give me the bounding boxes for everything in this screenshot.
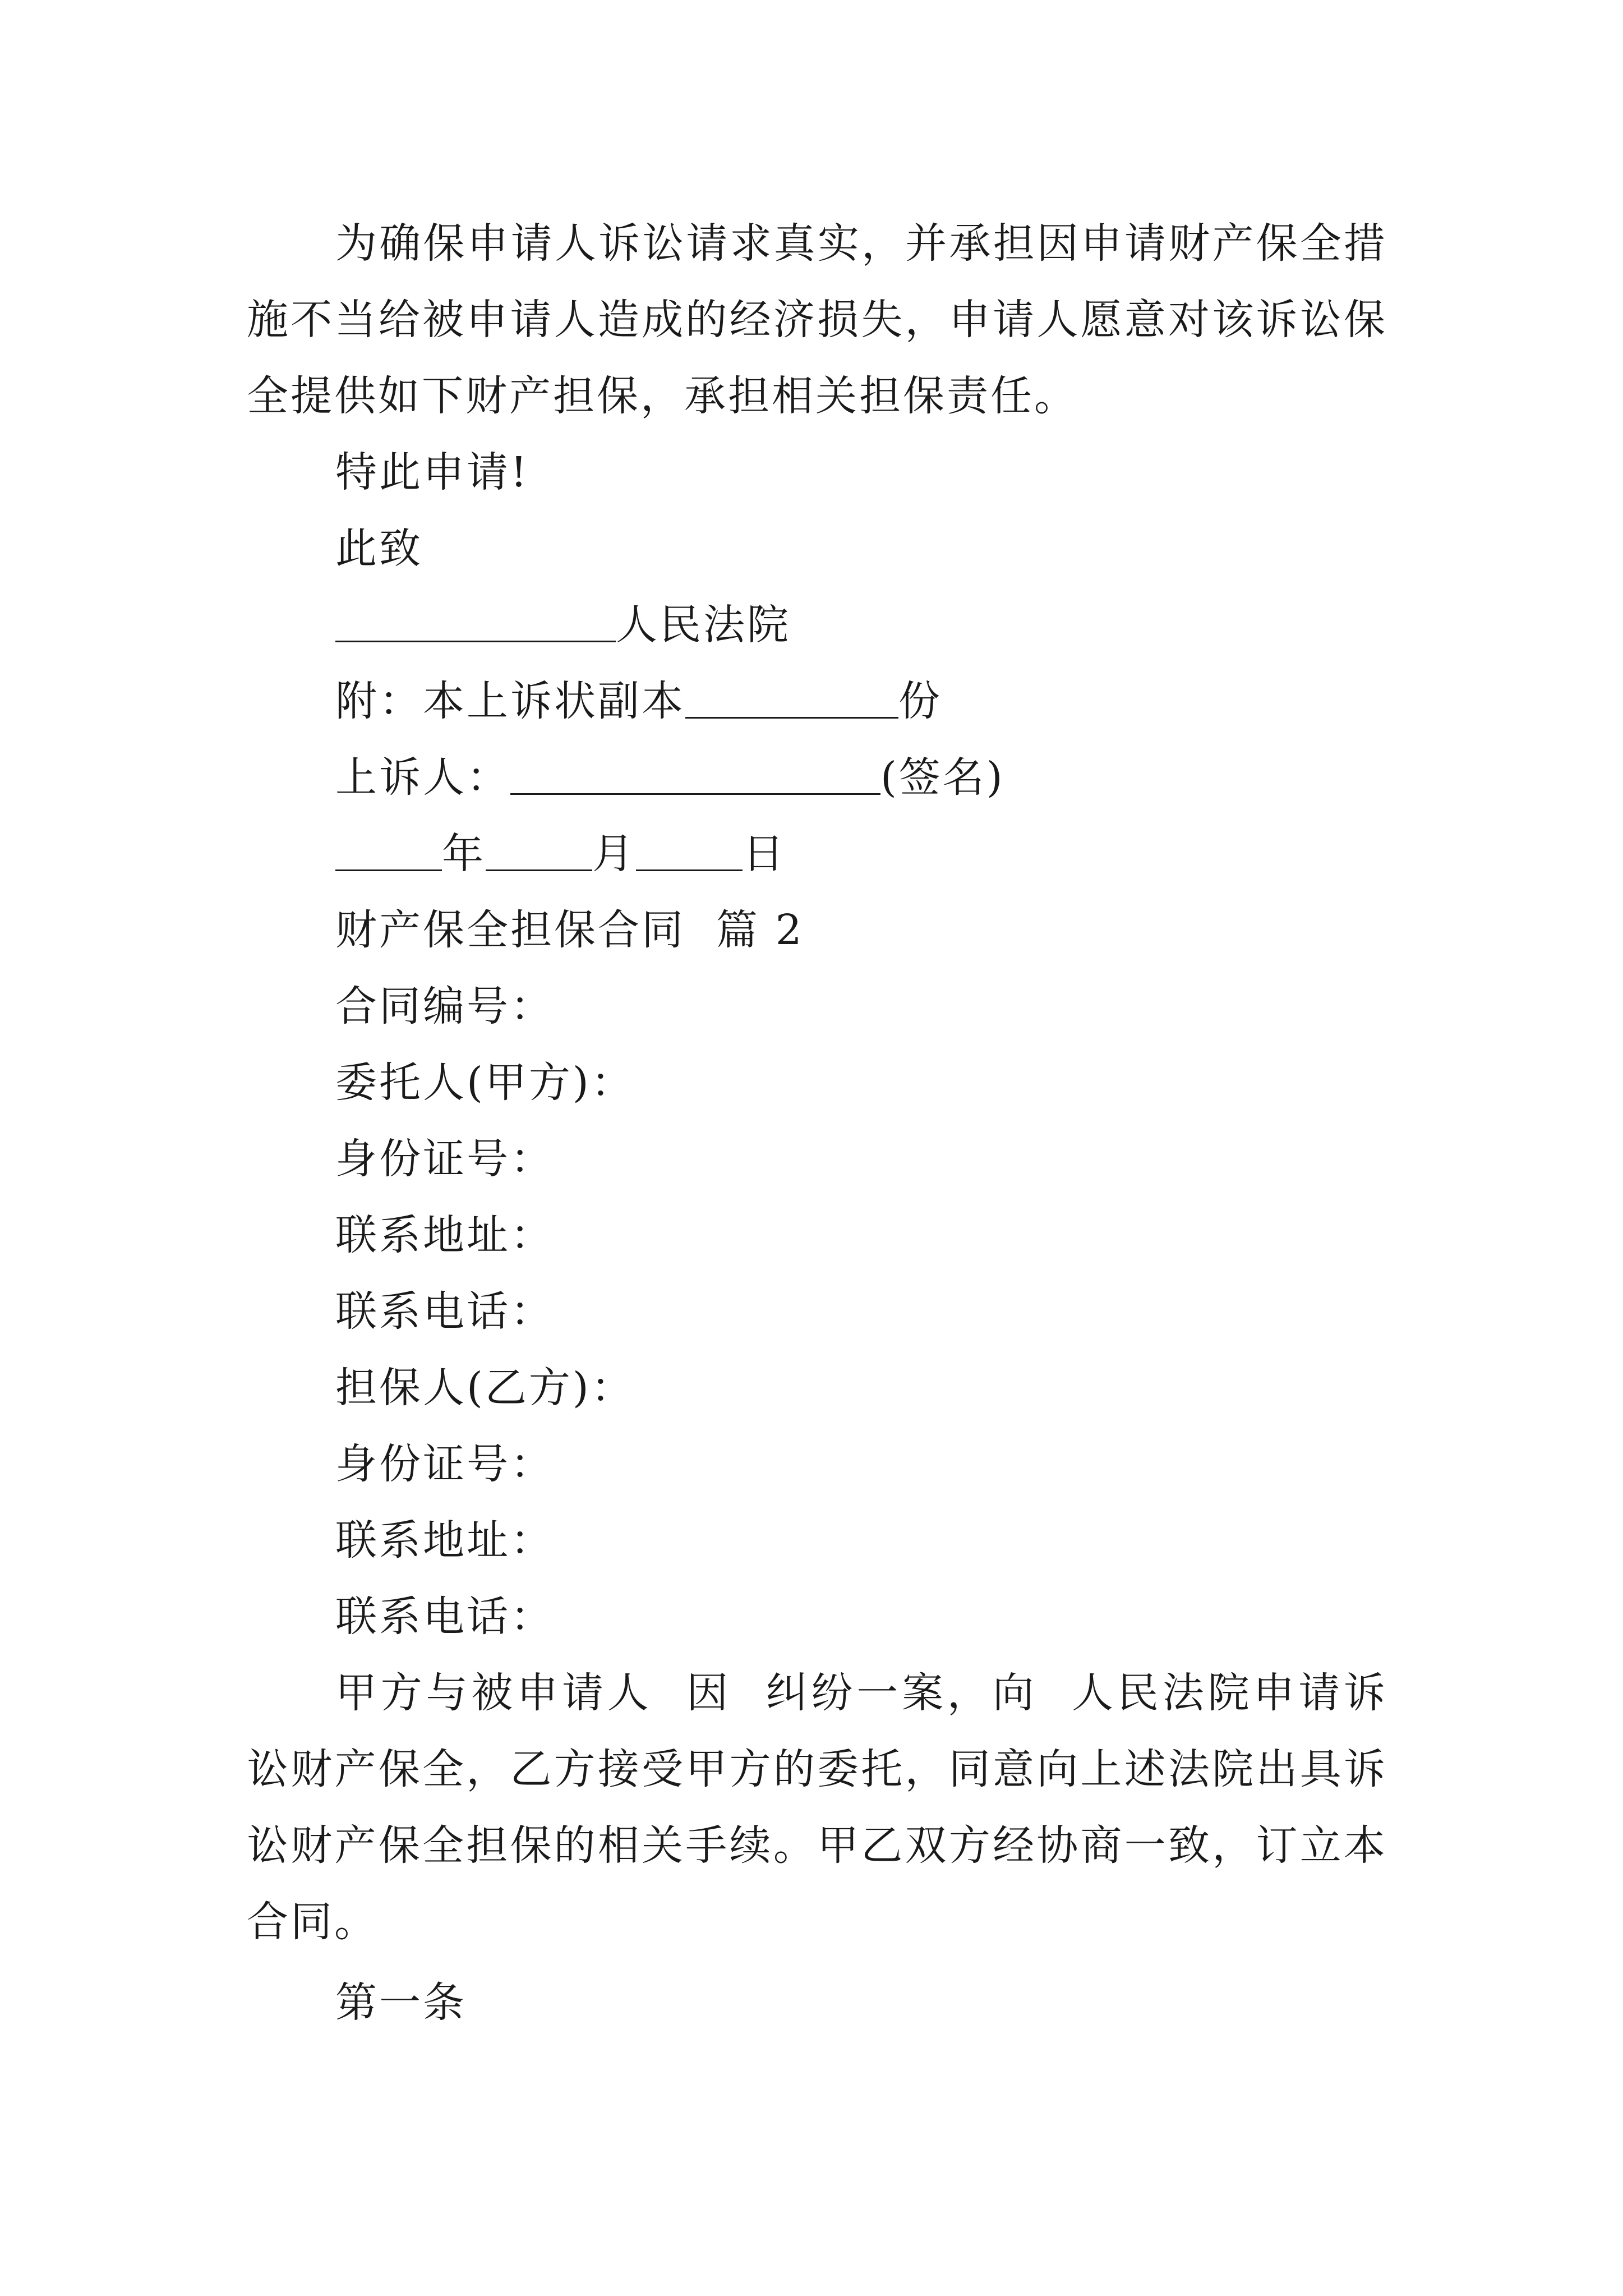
paragraph-contract-purpose: 甲方与被申请人 因 纠纷一案，向 人民法院申请诉讼财产保全，乙方接受甲方的委托，同意向上述法院出具诉讼财产保全担保的相关手续。甲乙双方经协商一致，订立本合同。 [247, 1669, 1387, 1946]
court-suffix: 人民法院 [616, 601, 791, 649]
attachment-prefix: 附：本上诉状副本 [335, 677, 685, 725]
party-a-label: 委托人(甲方)： [335, 1059, 635, 1107]
party-b-address-label: 联系地址： [335, 1516, 554, 1565]
date-day-label: 日 [743, 830, 786, 878]
year-blank [335, 829, 442, 871]
contract-number-label: 合同编号： [335, 982, 554, 1030]
month-blank [486, 829, 592, 871]
court-name-blank [335, 600, 616, 642]
party-b-phone-label: 联系电话： [335, 1593, 554, 1641]
party-a-phone-label: 联系电话： [335, 1287, 554, 1336]
attachment-line [335, 663, 942, 739]
appellant-name-blank [510, 753, 880, 795]
paragraph-guarantee-statement: 为确保申请人诉讼请求真实，并承担因申请财产保全措施不当给被申请人造成的经济损失，申请人愿意对该诉讼保全提供如下财产担保，承担相关担保责任。 [247, 219, 1387, 420]
date-line [335, 816, 786, 892]
appellant-line [335, 739, 1005, 816]
section-title: 财产保全担保合同 篇 2 [335, 906, 804, 954]
attachment-suffix: 份 [898, 677, 942, 725]
date-year-label: 年 [442, 830, 486, 878]
court-line [335, 587, 791, 663]
special-request-line: 特此申请! [335, 448, 529, 496]
party-a-id-label: 身份证号： [335, 1135, 554, 1183]
attachment-count-blank [685, 677, 898, 719]
party-b-label: 担保人(乙方)： [335, 1364, 635, 1412]
day-blank [636, 829, 743, 871]
party-a-address-label: 联系地址： [335, 1211, 554, 1259]
signature-note: (签名) [880, 753, 1005, 802]
article-one-heading: 第一条 [335, 1978, 467, 2027]
appellant-label: 上诉人： [335, 753, 510, 802]
addressed-to-line: 此致 [335, 524, 423, 573]
date-month-label: 月 [592, 830, 636, 878]
party-b-id-label: 身份证号： [335, 1440, 554, 1488]
